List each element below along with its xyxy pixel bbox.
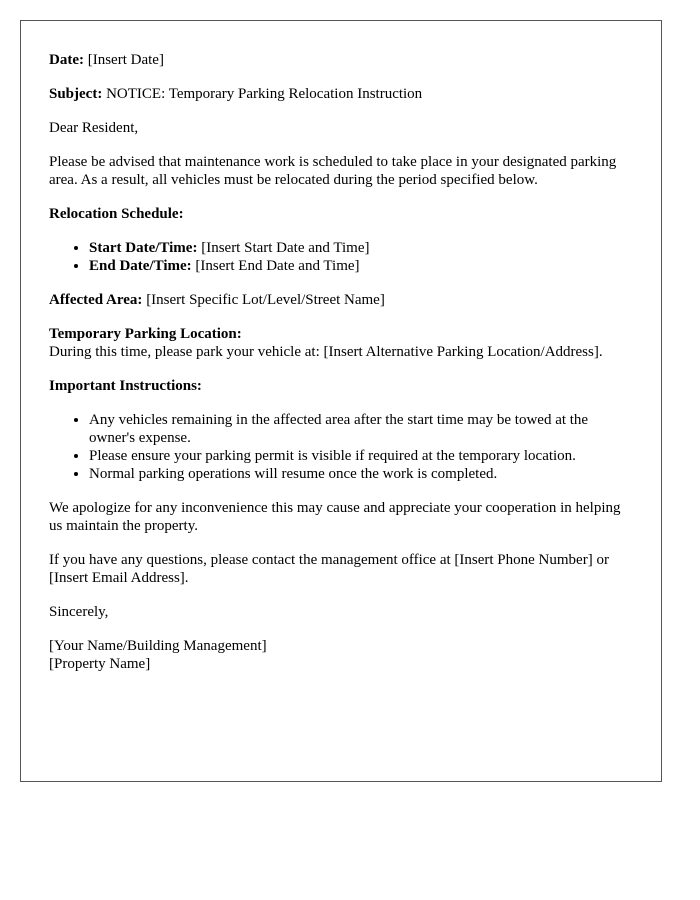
- schedule-list: [49, 239, 633, 275]
- end-value: [Insert End Date and Time]: [195, 258, 360, 274]
- end-label: End Date/Time:: [89, 258, 192, 274]
- schedule-heading: [49, 205, 633, 223]
- salutation: Dear Resident,: [49, 120, 139, 136]
- letter: [20, 20, 662, 782]
- instructions-heading: [49, 377, 633, 395]
- signature-name: [Your Name/Building Management]: [49, 638, 267, 654]
- list-item: [89, 257, 633, 275]
- subject-line: [49, 85, 633, 103]
- temp-text: During this time, please park your vehicle at: [Insert Alternative Parking Location/Address].: [49, 344, 603, 360]
- instructions-list: [49, 411, 633, 483]
- apology-paragraph: We apologize for any inconvenience this may cause and appreciate your cooperation in helping us maintain the property.: [49, 500, 621, 534]
- date-label: Date:: [49, 52, 84, 68]
- affected-label: Affected Area:: [49, 292, 143, 308]
- date-line: [49, 51, 633, 69]
- closing: Sincerely,: [49, 604, 109, 620]
- instructions-heading-text: Important Instructions:: [49, 378, 202, 394]
- list-item: • Any vehicles remaining in the affected area after the start time may be towed at the owner's expense.: [89, 411, 633, 447]
- list-item: • Normal parking operations will resume once the work is completed.: [89, 465, 633, 483]
- start-value: [Insert Start Date and Time]: [201, 240, 370, 256]
- subject-label: Subject:: [49, 86, 103, 102]
- signature-block: [49, 637, 633, 673]
- list-item: • Please ensure your parking permit is visible if required at the temporary location.: [89, 447, 633, 465]
- intro-paragraph: Please be advised that maintenance work is scheduled to take place in your designated parking area. As a result, all vehicles must be relocated during the period specified below.: [49, 154, 617, 188]
- list-item: [89, 239, 633, 257]
- date-value: [Insert Date]: [87, 52, 164, 68]
- affected-area-line: [49, 291, 633, 309]
- temporary-location-block: [49, 325, 633, 361]
- affected-value: [Insert Specific Lot/Level/Street Name]: [146, 292, 385, 308]
- contact-paragraph: If you have any questions, please contact the management office at [Insert Phone Number] or [Insert Email Address].: [49, 552, 609, 586]
- start-label: Start Date/Time:: [89, 240, 198, 256]
- temp-heading: Temporary Parking Location:: [49, 326, 242, 342]
- subject-value: NOTICE: Temporary Parking Relocation Instruction: [106, 86, 423, 102]
- schedule-heading-text: Relocation Schedule:: [49, 206, 184, 222]
- signature-property: [Property Name]: [49, 656, 151, 672]
